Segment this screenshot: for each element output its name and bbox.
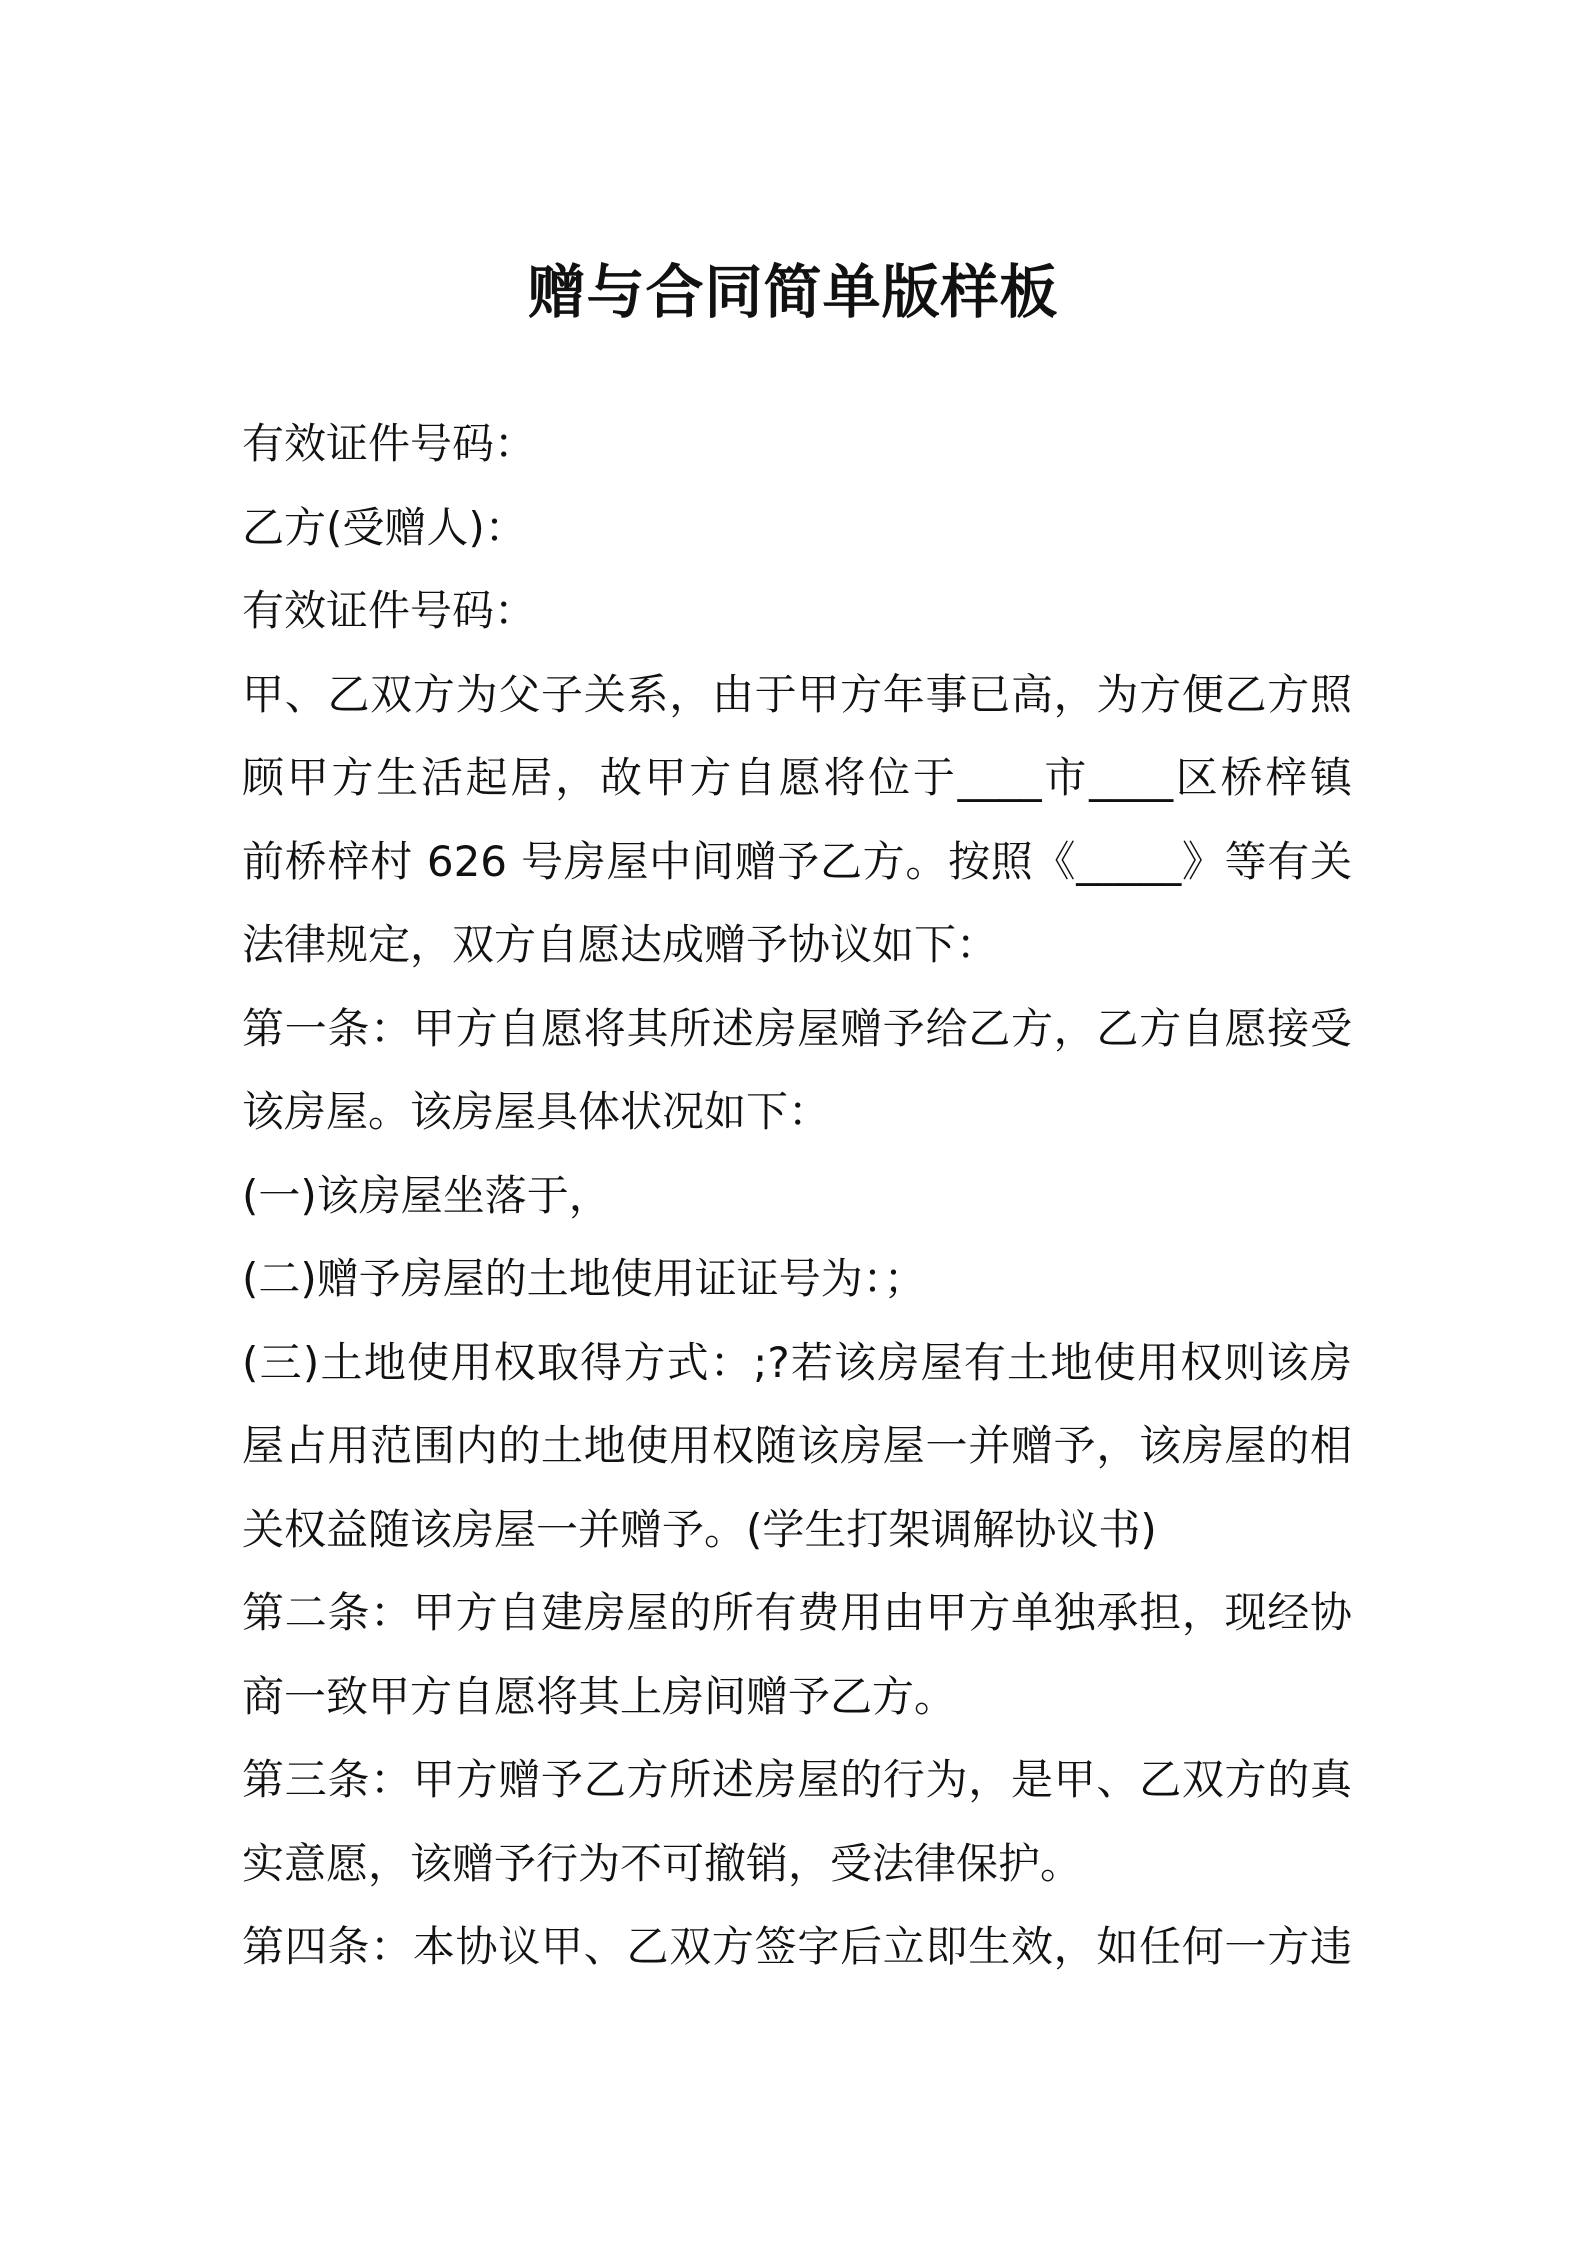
text-line: (一)该房屋坐落于， [242,1170,611,1220]
text-line: 实意愿，该赠予行为不可撤销，受法律保护。 [242,1838,1083,1888]
text-line: 第三条：甲方赠予乙方所述房屋的行为，是甲、乙双方的真 [242,1755,1352,1804]
text-line: 顾甲方生活起居，故甲方自愿将位于____市____区桥梓镇 [242,753,1352,802]
document-body [242,402,1352,1989]
text-line: (三)土地使用权取得方式：;?若该房屋有土地使用权则该房 [242,1337,1352,1387]
text-line: 前桥梓村 626 号房屋中间赠予乙方。按照《_____》等有关 [242,836,1352,886]
text-line: 乙方(受赠人)： [242,502,527,552]
text-line: 关权益随该房屋一并赠予。(学生打架调解协议书) [242,1504,1157,1554]
document-title: 赠与合同简单版样板 [527,258,1059,326]
text-line: 有效证件号码： [242,586,537,635]
text-line: 商一致甲方自愿将其上房间赠予乙方。 [242,1671,957,1721]
text-line: 有效证件号码： [242,419,537,468]
text-line: 甲、乙双方为父子关系，由于甲方年事已高，为方便乙方照 [242,669,1352,719]
text-line: 第二条：甲方自建房屋的所有费用由甲方单独承担，现经协 [242,1588,1352,1637]
text-line: 法律规定，双方自愿达成赠予协议如下： [242,920,999,969]
text-line: (二)赠予房屋的土地使用证证号为：； [242,1254,926,1303]
text-line: 第四条：本协议甲、乙双方签字后立即生效，如任何一方违 [242,1922,1352,1971]
text-line: 该房屋。该房屋具体状况如下： [242,1087,831,1136]
text-line: 第一条：甲方自愿将其所述房屋赠予给乙方，乙方自愿接受 [242,1003,1352,1053]
text-line: 屋占用范围内的土地使用权随该房屋一并赠予，该房屋的相 [242,1421,1352,1470]
